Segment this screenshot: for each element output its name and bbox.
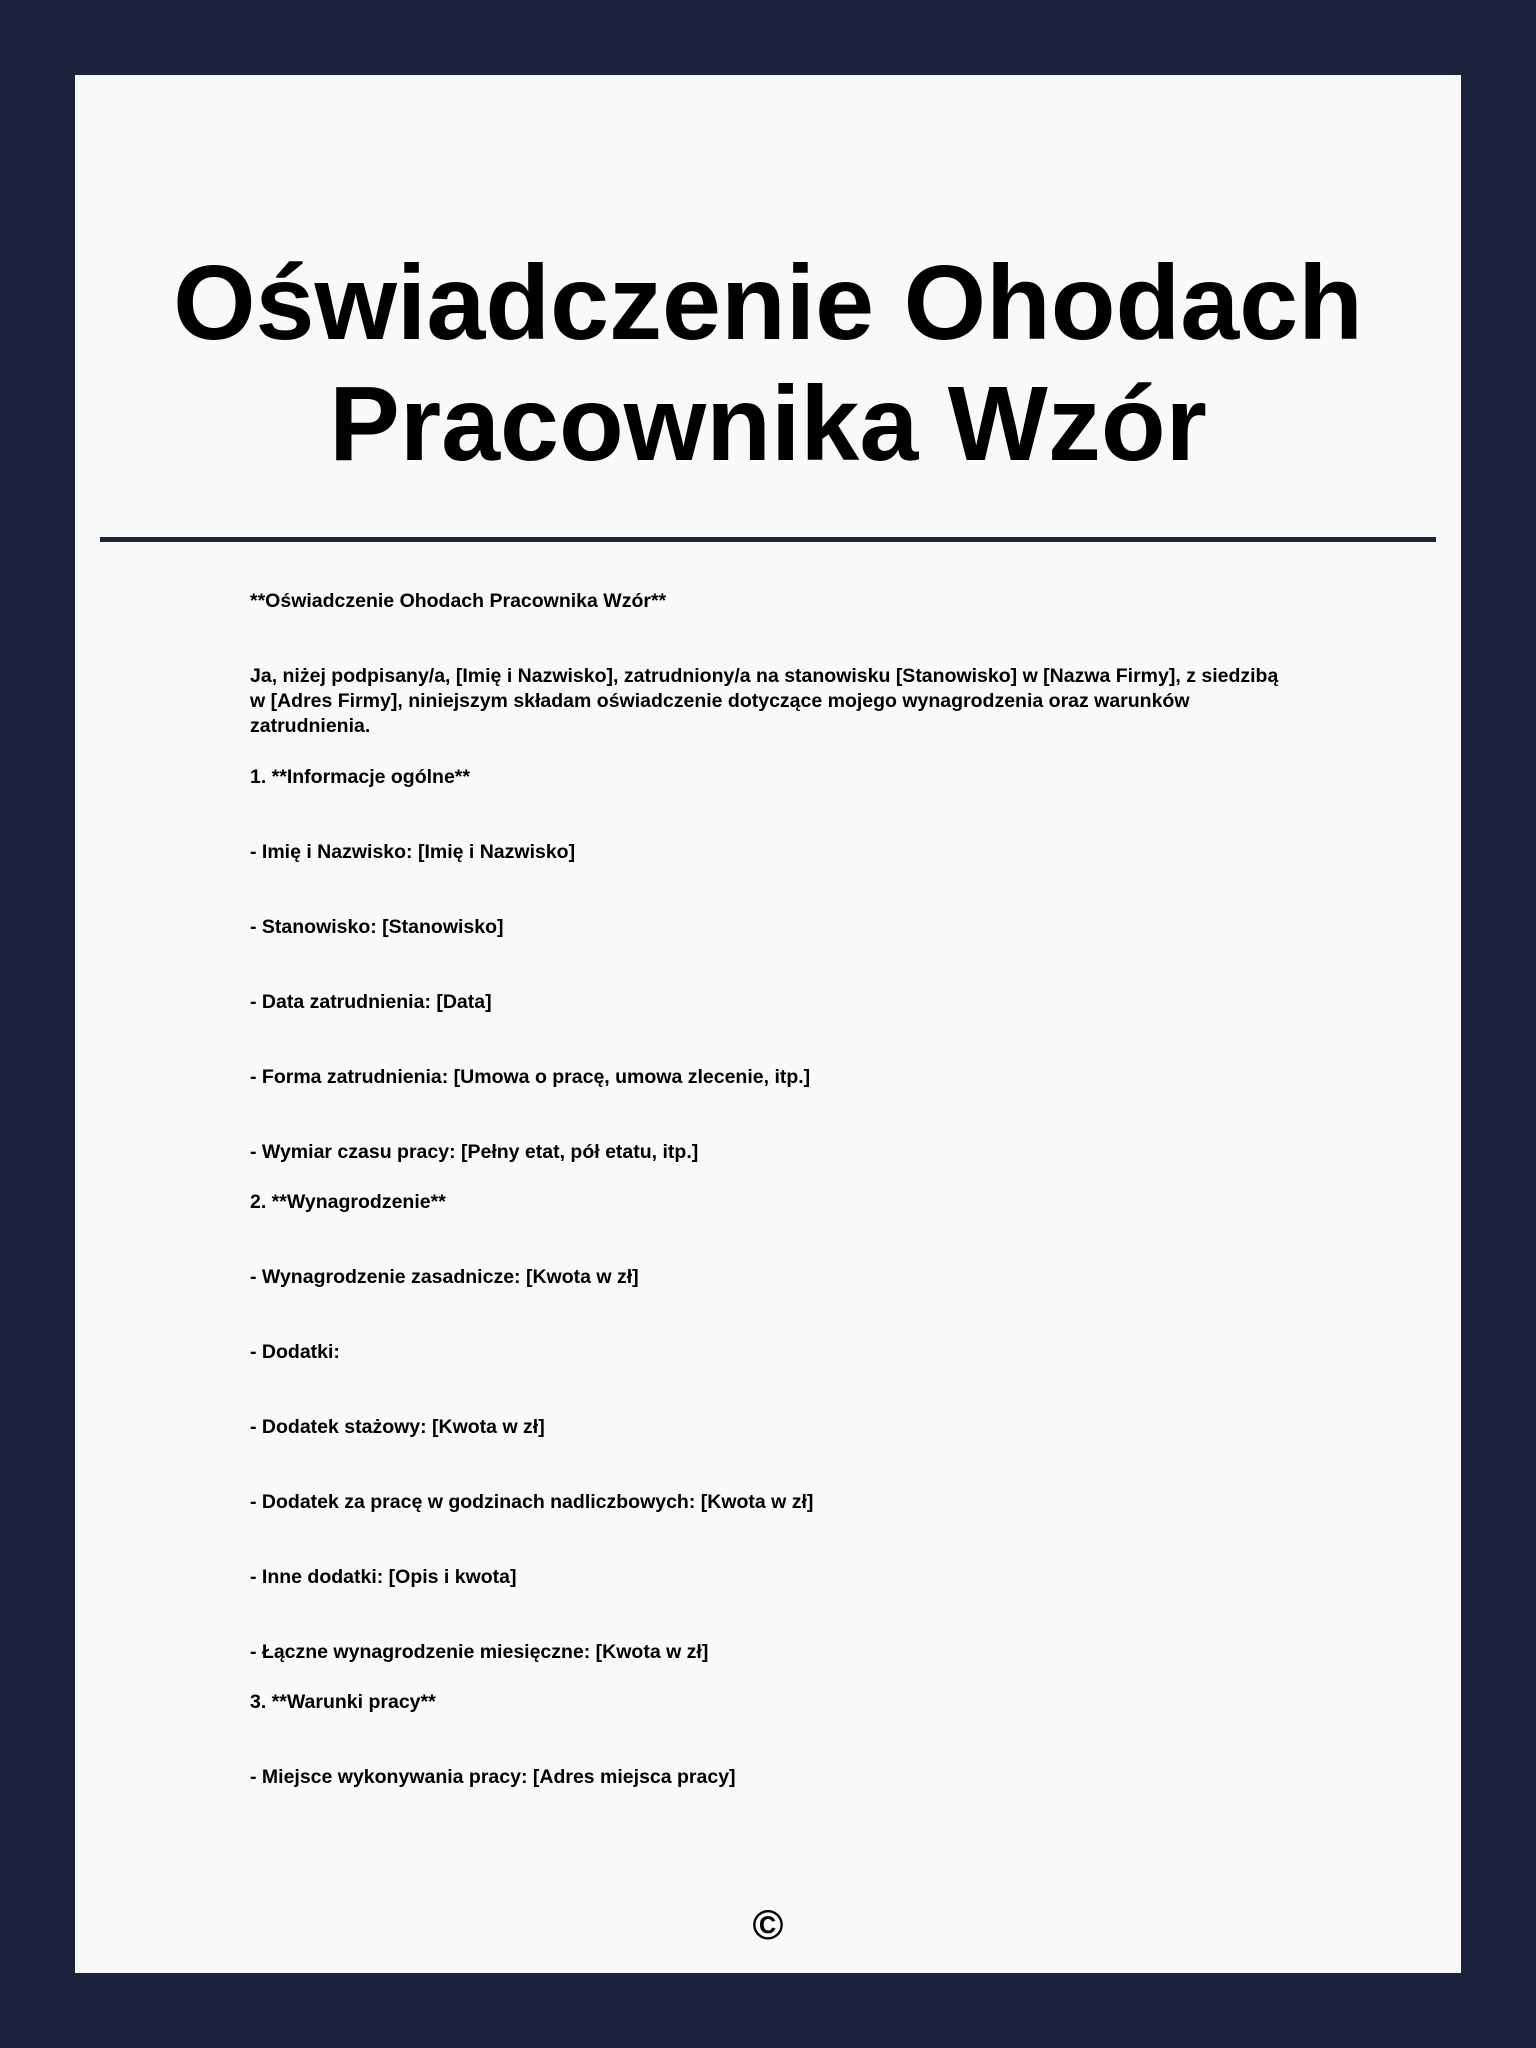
page-title bbox=[75, 243, 1461, 485]
list-item: - Miejsce wykonywania pracy: [Adres miejsca pracy] bbox=[250, 1766, 736, 1788]
list-item: - Wynagrodzenie zasadnicze: [Kwota w zł] bbox=[250, 1266, 639, 1288]
title-line-1: Oświadczenie Ohodach bbox=[173, 244, 1363, 362]
list-item: - Stanowisko: [Stanowisko] bbox=[250, 916, 504, 938]
copyright-symbol: © bbox=[752, 1901, 784, 1948]
list-item: - Dodatki: bbox=[250, 1341, 340, 1363]
list-item: - Forma zatrudnienia: [Umowa o pracę, umowa zlecenie, itp.] bbox=[250, 1066, 811, 1088]
list-item: - Łączne wynagrodzenie miesięczne: [Kwota w zł] bbox=[250, 1641, 709, 1663]
section-1-heading: 1. **Informacje ogólne** bbox=[250, 766, 470, 788]
list-item: - Imię i Nazwisko: [Imię i Nazwisko] bbox=[250, 841, 576, 863]
list-item: - Dodatek za pracę w godzinach nadliczbowych: [Kwota w zł] bbox=[250, 1491, 814, 1513]
list-item: - Inne dodatki: [Opis i kwota] bbox=[250, 1566, 517, 1588]
list-item: - Wymiar czasu pracy: [Pełny etat, pół etatu, itp.] bbox=[250, 1141, 699, 1163]
section-2-heading: 2. **Wynagrodzenie** bbox=[250, 1191, 446, 1213]
document-heading: **Oświadczenie Ohodach Pracownika Wzór** bbox=[250, 590, 667, 612]
intro-paragraph: Ja, niżej podpisany/a, [Imię i Nazwisko], zatrudniony/a na stanowisku [Stanowisko] w [Nazwa Firmy], z siedzibą w [Adres Firmy], niniejszym składam oświadczenie dotyczące mojego wynagrodzenia oraz warunków zatrudnienia. bbox=[250, 665, 1279, 737]
section-3-heading: 3. **Warunki pracy** bbox=[250, 1691, 436, 1713]
list-item: - Dodatek stażowy: [Kwota w zł] bbox=[250, 1416, 545, 1438]
list-item: - Data zatrudnienia: [Data] bbox=[250, 991, 492, 1013]
document-page bbox=[75, 75, 1461, 1973]
title-divider bbox=[100, 537, 1436, 542]
title-line-2: Pracownika Wzór bbox=[329, 365, 1207, 483]
